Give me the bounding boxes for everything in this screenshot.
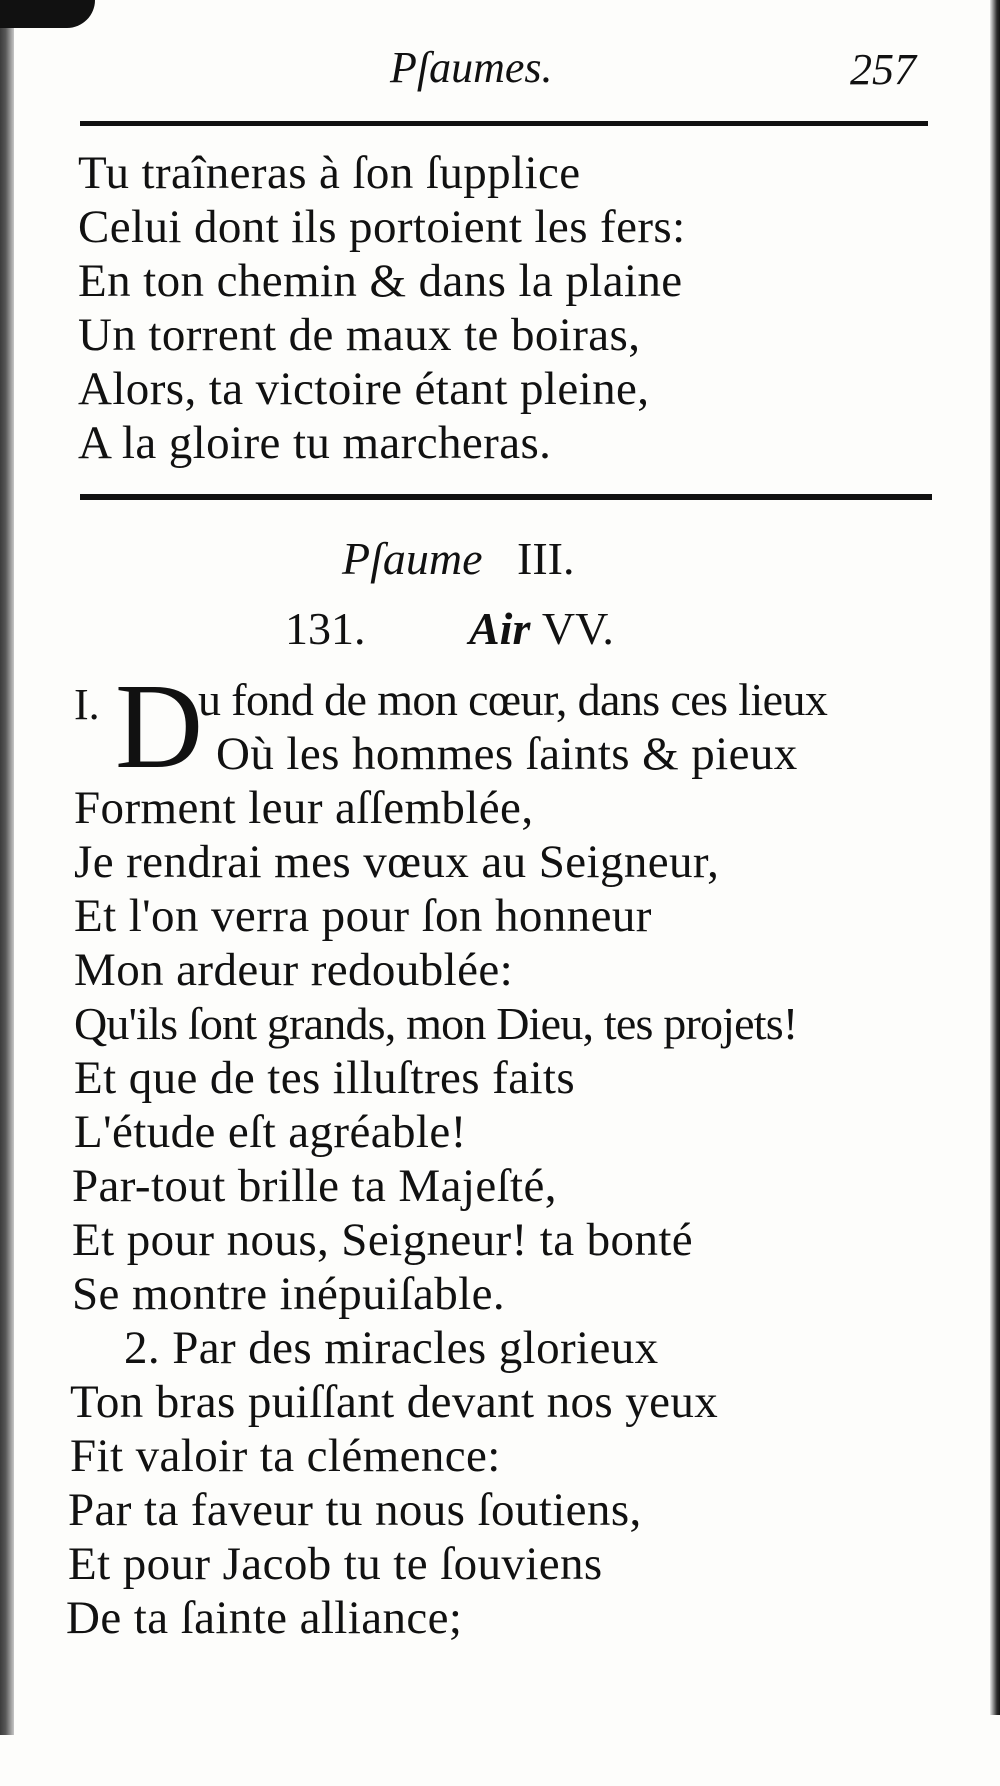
verse-line: Et l'on verra pour ſon honneur	[74, 890, 652, 942]
header-rule	[80, 121, 928, 126]
page-number: 257	[850, 45, 916, 94]
verse-line: En ton chemin & dans la plaine	[78, 255, 683, 307]
psalm-title	[342, 533, 575, 584]
psalm-title-number: III.	[517, 533, 575, 584]
verse-line: Forment leur aſſemblée,	[74, 782, 534, 834]
verse-line: Alors, ta victoire étant pleine,	[78, 363, 650, 415]
running-header: Pſaumes.	[390, 43, 553, 92]
section-rule	[80, 494, 932, 500]
verse-line: De ta ſainte alliance;	[66, 1592, 463, 1644]
drop-cap: D	[115, 659, 204, 794]
psalm-title-word: Pſaume	[342, 533, 483, 584]
verse-line: Un torrent de maux te boiras,	[78, 309, 641, 361]
verse-line: Et que de tes illuſtres faits	[74, 1052, 576, 1104]
air-number: VV.	[541, 603, 614, 654]
verse-line: Tu traîneras à ſon ſupplice	[78, 147, 581, 199]
verse-line: Mon ardeur redoublée:	[74, 944, 514, 996]
verse-line: Et pour Jacob tu te ſouviens	[68, 1538, 603, 1590]
hymn-number: 131.	[285, 603, 366, 654]
page-bottom-margin	[0, 1735, 1000, 1786]
stanza-number: I.	[74, 680, 100, 729]
verse-line: 2. Par des miracles glorieux	[124, 1322, 659, 1374]
verse-line: Se montre inépuiſable.	[72, 1268, 505, 1320]
verse-line: Ton bras puiſſant devant nos yeux	[70, 1376, 719, 1428]
verse-line: Et pour nous, Seigneur! ta bonté	[72, 1214, 694, 1266]
right-page-edge	[990, 0, 1000, 1715]
air-word: Air	[469, 603, 531, 654]
left-page-edge	[0, 0, 14, 1786]
verse-line: u fond de mon cœur, dans ces lieux	[198, 674, 828, 725]
verse-line: Qu'ils ſont grands, mon Dieu, tes projets!	[74, 998, 798, 1049]
verse-line: L'étude eſt agréable!	[74, 1106, 467, 1158]
verse-line: Celui dont ils portoient les fers:	[78, 201, 686, 253]
verse-line: Par ta faveur tu nous ſoutiens,	[68, 1484, 642, 1536]
verse-line: A la gloire tu marcheras.	[78, 417, 552, 469]
air-heading	[285, 603, 614, 654]
verse-line: Fit valoir ta clémence:	[70, 1430, 501, 1482]
verse-line: Où les hommes ſaints & pieux	[216, 728, 798, 780]
ink-blot	[0, 0, 95, 28]
verse-line: Je rendrai mes vœux au Seigneur,	[74, 836, 720, 888]
verse-line: Par-tout brille ta Majeſté,	[72, 1160, 557, 1212]
